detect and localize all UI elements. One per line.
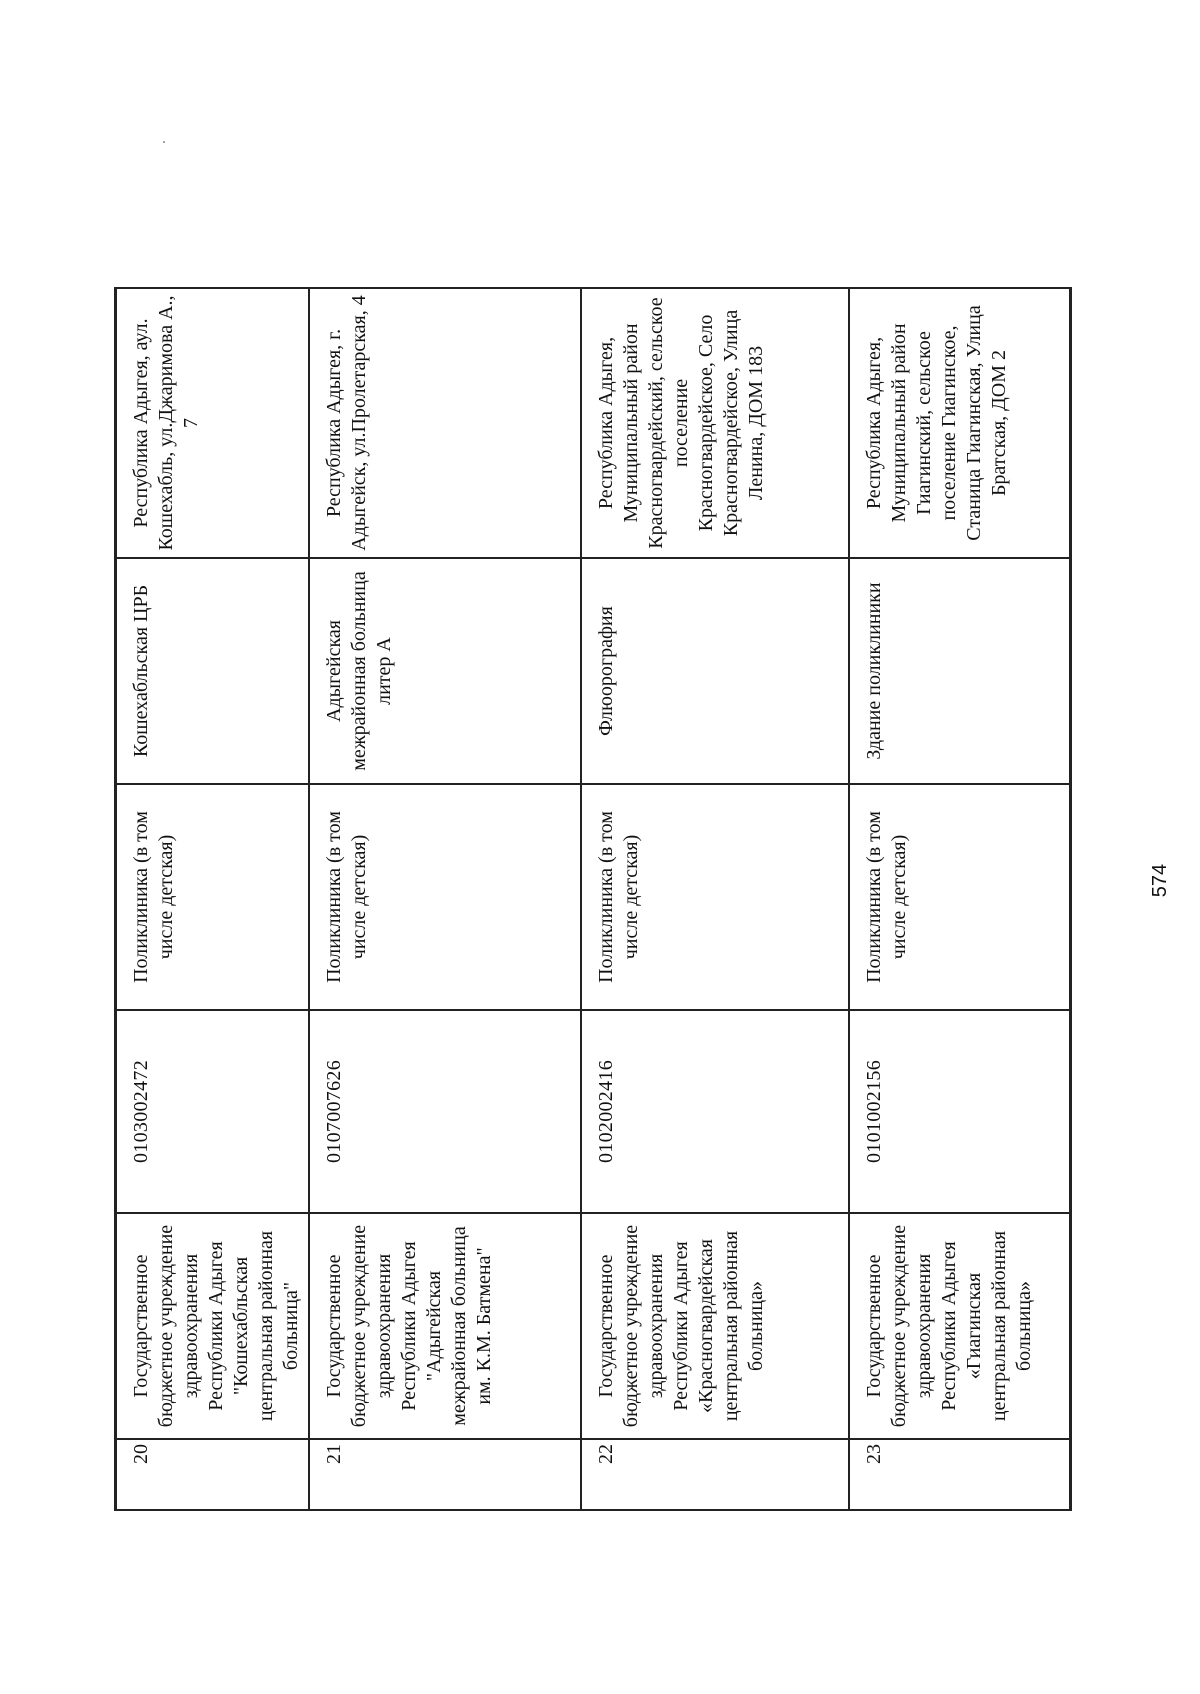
- rotated-table-container: [114, 289, 1050, 1511]
- table-row: [581, 288, 849, 1510]
- row-number: 22: [581, 1439, 849, 1510]
- object-name: Флюорография: [581, 558, 849, 784]
- table-row: [849, 288, 1070, 1510]
- organization-name: Государственное бюджетное учреждение здравоохранения Республики Адыгея "Кошехабльская центральная районная больница": [116, 1213, 310, 1439]
- row-number: 21: [309, 1439, 581, 1510]
- organization-name: Государственное бюджетное учреждение здравоохранения Республики Адыгея «Гиагинская центральная районная больница»: [849, 1213, 1070, 1439]
- facility-type: Поликлиника (в том числе детская): [849, 784, 1070, 1010]
- organization-name: Государственное бюджетное учреждение здравоохранения Республики Адыгея "Адыгейская межрайонная больница им. К.М. Батмена": [309, 1213, 581, 1439]
- inn-code: 0103002472: [116, 1010, 310, 1213]
- object-name: Кошехабльская ЦРБ: [116, 558, 310, 784]
- facility-type: Поликлиника (в том числе детская): [309, 784, 581, 1010]
- object-name: Адыгейская межрайонная больница литер А: [309, 558, 581, 784]
- inn-code: 0107007626: [309, 1010, 581, 1213]
- table-row: [309, 288, 581, 1510]
- scan-speck: [163, 141, 165, 143]
- facility-type: Поликлиника (в том числе детская): [116, 784, 310, 1010]
- inn-code: 0101002156: [849, 1010, 1070, 1213]
- row-number: 20: [116, 1439, 310, 1510]
- facility-type: Поликлиника (в том числе детская): [581, 784, 849, 1010]
- table-row: [116, 288, 310, 1510]
- page-number-text: 574: [1149, 863, 1172, 897]
- inn-code: 0102002416: [581, 1010, 849, 1213]
- address: Республика Адыгея, Муниципальный район Красногвардейский, сельское поселение Красногвардейское, Село Красногвардейское, Улица Ленина, ДОМ 183: [581, 288, 849, 558]
- page-number: [1146, 850, 1176, 910]
- address: Республика Адыгея, аул. Кошехабль, ул.Джаримова А., 7: [116, 288, 310, 558]
- address: Республика Адыгея, г. Адыгейск, ул.Пролетарская, 4: [309, 288, 581, 558]
- row-number: 23: [849, 1439, 1070, 1510]
- object-name: Здание поликлиники: [849, 558, 1070, 784]
- organization-name: Государственное бюджетное учреждение здравоохранения Республики Адыгея «Красногвардейская центральная районная больница»: [581, 1213, 849, 1439]
- organizations-table: [114, 287, 1072, 1511]
- address: Республика Адыгея, Муниципальный район Гиагинский, сельское поселение Гиагинское, Станица Гиагинская, Улица Братская, ДОМ 2: [849, 288, 1070, 558]
